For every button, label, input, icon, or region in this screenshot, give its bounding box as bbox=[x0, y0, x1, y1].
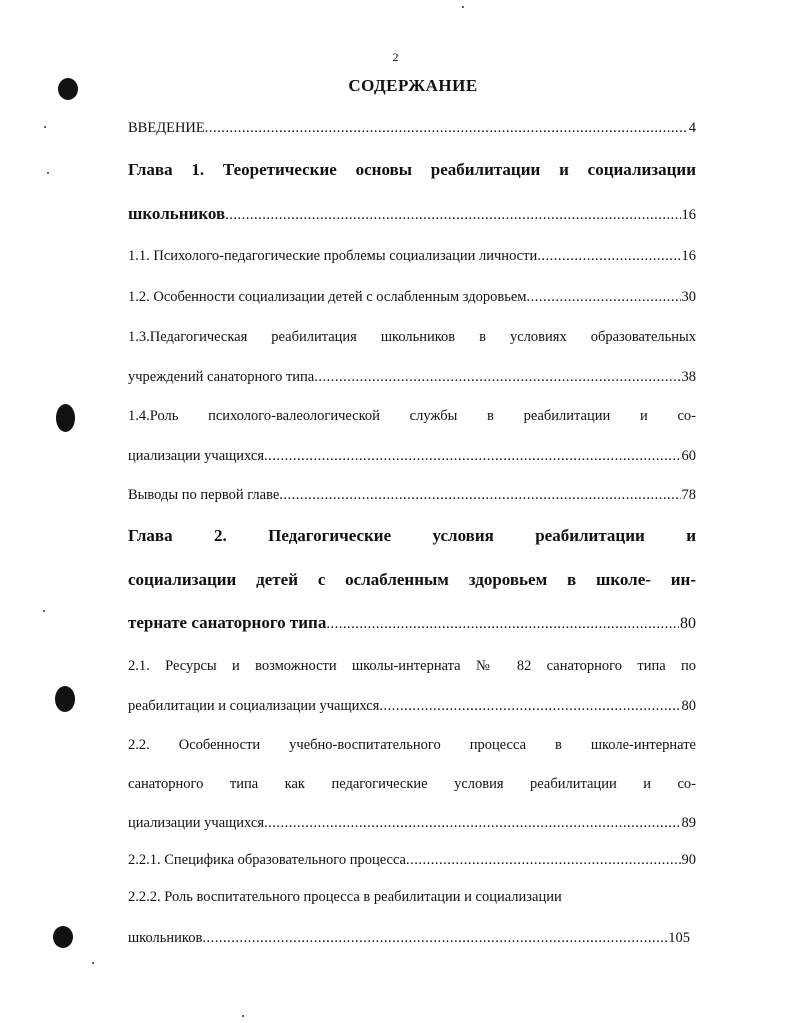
dot-leader bbox=[526, 287, 680, 307]
toc-section-2-1-line-2 bbox=[128, 696, 696, 716]
toc-entry-text: Выводы по первой главе bbox=[128, 487, 280, 503]
toc-entry-text: циализации учащихся bbox=[128, 815, 264, 831]
toc-entry-introduction bbox=[128, 118, 696, 138]
toc-entry-page: 90 bbox=[681, 852, 696, 868]
scan-speck bbox=[43, 610, 45, 612]
toc-chapter-2-line-2: социализации детей с ослабленным здоровьем в школе- ин- bbox=[128, 570, 696, 589]
toc-section-2-2-line-2: санаторного типа как педагогические условия реабилитации и со- bbox=[128, 776, 696, 792]
dot-leader bbox=[379, 696, 680, 716]
dot-leader bbox=[205, 118, 688, 138]
page-number: 2 bbox=[392, 50, 399, 64]
toc-entry-page: 16 bbox=[681, 248, 696, 264]
toc-entry-text: 1.1. Психолого-педагогические проблемы социализации личности bbox=[128, 248, 538, 264]
scan-speck bbox=[242, 1015, 244, 1017]
toc-section-1-3-line-1: 1.3.Педагогическая реабилитация школьников в условиях образовательных bbox=[128, 329, 696, 345]
toc-section-1-4-line-2 bbox=[128, 446, 696, 466]
toc-conclusions-chapter-1 bbox=[128, 485, 696, 505]
toc-entry-page: 30 bbox=[681, 289, 696, 305]
dot-leader bbox=[537, 246, 680, 266]
toc-entry-text: циализации учащихся bbox=[128, 448, 264, 464]
toc-entry-page: 38 bbox=[681, 369, 696, 385]
toc-chapter-1-line-2 bbox=[128, 204, 696, 225]
dot-leader bbox=[225, 205, 680, 225]
toc-chapter-2-line-1: Глава 2. Педагогические условия реабилитации и bbox=[128, 526, 696, 545]
toc-section-1-4-line-1: 1.4.Роль психолого-валеологической службы в реабилитации и со- bbox=[128, 408, 696, 424]
toc-section-2-2-1 bbox=[128, 850, 696, 870]
toc-section-2-1-line-1: 2.1. Ресурсы и возможности школы-интерната № 82 санаторного типа по bbox=[128, 658, 696, 674]
toc-section-2-2-2-line-2 bbox=[128, 928, 690, 948]
toc-entry-text: реабилитации и социализации учащихся bbox=[128, 698, 380, 714]
dot-leader bbox=[314, 367, 680, 387]
scan-speck bbox=[47, 172, 49, 174]
toc-entry-page: 89 bbox=[681, 815, 696, 831]
toc-entry-text: школьников bbox=[128, 930, 203, 946]
toc-section-1-2 bbox=[128, 287, 696, 307]
toc-entry-text: ВВЕДЕНИЕ bbox=[128, 120, 205, 136]
dot-leader bbox=[264, 446, 681, 466]
dot-leader bbox=[406, 850, 681, 870]
toc-entry-page: 105 bbox=[668, 930, 690, 946]
toc-chapter-1-line-1: Глава 1. Теоретические основы реабилитации и социализации bbox=[128, 160, 696, 179]
toc-entry-text: школьников bbox=[128, 204, 226, 223]
scan-speck bbox=[44, 126, 46, 128]
toc-entry-page: 16 bbox=[681, 207, 696, 223]
page-title: СОДЕРЖАНИЕ bbox=[348, 76, 478, 95]
toc-entry-text: 1.2. Особенности социализации детей с ослабленным здоровьем bbox=[128, 289, 527, 305]
toc-entry-page: 4 bbox=[688, 120, 696, 136]
toc-entry-page: 80 bbox=[680, 615, 696, 632]
dot-leader bbox=[264, 813, 681, 833]
toc-entry-page: 78 bbox=[681, 487, 696, 503]
toc-section-2-2-line-1: 2.2. Особенности учебно-воспитательного процесса в школе-интернате bbox=[128, 737, 696, 753]
toc-chapter-2-line-3 bbox=[128, 613, 696, 634]
toc-section-1-3-line-2 bbox=[128, 367, 696, 387]
toc-section-2-2-line-3 bbox=[128, 813, 696, 833]
dot-leader bbox=[326, 614, 679, 634]
punch-hole-mark bbox=[53, 926, 73, 948]
punch-hole-mark bbox=[55, 686, 75, 712]
toc-section-2-2-2-line-1: 2.2.2. Роль воспитательного процесса в реабилитации и социализации bbox=[128, 889, 562, 905]
toc-entry-page: 60 bbox=[681, 448, 696, 464]
punch-hole-mark bbox=[56, 404, 75, 432]
toc-entry-text: учреждений санаторного типа bbox=[128, 369, 315, 385]
scan-speck bbox=[462, 6, 464, 8]
dot-leader bbox=[202, 928, 667, 948]
toc-entry-page: 80 bbox=[681, 698, 696, 714]
toc-entry-text: тернате санаторного типа bbox=[128, 613, 327, 632]
toc-entry-text: 2.2.1. Специфика образовательного процесса bbox=[128, 852, 406, 868]
toc-section-1-1 bbox=[128, 246, 696, 266]
scan-speck bbox=[92, 962, 94, 964]
dot-leader bbox=[279, 485, 680, 505]
